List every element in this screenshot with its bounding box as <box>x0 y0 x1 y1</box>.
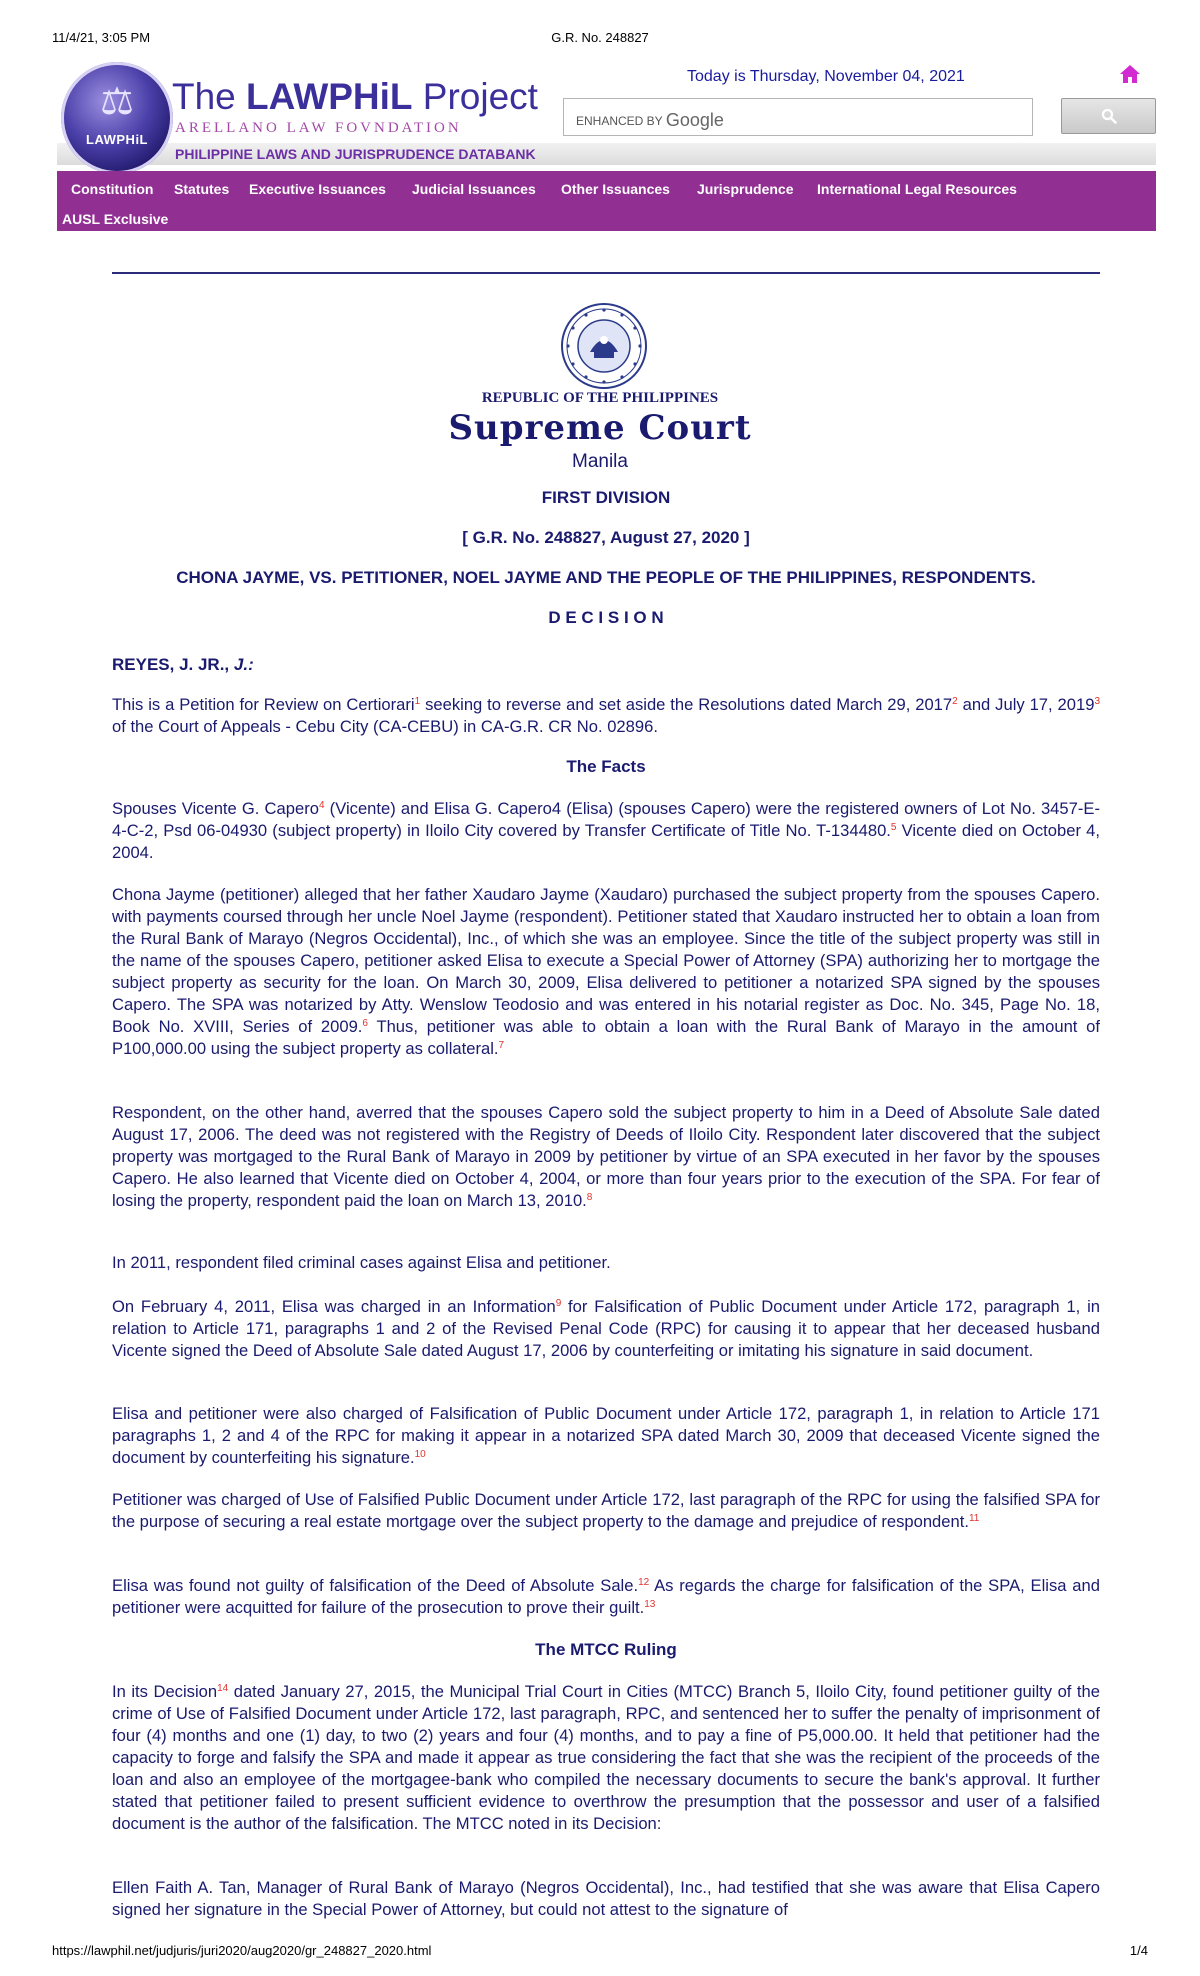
paragraph-5: In 2011, respondent filed criminal cases against Elisa and petitioner. <box>112 1253 611 1272</box>
para-text: Vicente died on October 4, 2004. <box>112 821 1101 862</box>
footnote-ref[interactable]: 10 <box>414 1449 426 1460</box>
para-text: and July 17, 2019 <box>957 695 1095 714</box>
paragraph-1 <box>112 694 1100 738</box>
search-icon <box>1101 108 1117 124</box>
para-text: In its Decision <box>112 1682 218 1701</box>
footnote-ref[interactable]: 1 <box>414 696 421 707</box>
nav-judicial-issuances[interactable]: Judicial Issuances <box>412 181 536 197</box>
header-divider <box>112 272 1100 274</box>
paragraph-2 <box>112 798 1100 864</box>
home-icon[interactable] <box>1119 64 1141 84</box>
print-doc-title: G.R. No. 248827 <box>551 30 649 45</box>
mtcc-heading: The MTCC Ruling <box>535 1640 677 1659</box>
footnote-ref[interactable]: 9 <box>555 1298 562 1309</box>
para-text: On February 4, 2011, Elisa was charged in an Information <box>112 1297 556 1316</box>
para-text: As regards the charge for falsification of the SPA, Elisa and petitioner were acquitted for failure of the prosecution to prove their guilt. <box>112 1576 1100 1617</box>
print-datetime: 11/4/21, 3:05 PM <box>52 30 151 45</box>
para-text: for Falsification of Public Document under Article 172, paragraph 1, in relation to Article 171, paragraphs 1 and 2 of the Revised Penal Code (RPC) for causing it to appear that her deceased husband Vicente signed the Deed of Absolute Sale dated August 17, 2006 by counterfeiting or imitating his signature in said document. <box>112 1297 1101 1360</box>
footnote-ref[interactable]: 12 <box>638 1577 650 1588</box>
search-google-label: Google <box>665 110 724 130</box>
case-number: [ G.R. No. 248827, August 27, 2020 ] <box>462 528 750 547</box>
search-enhanced-label: ENHANCED BY <box>576 114 666 128</box>
footnote-ref[interactable]: 11 <box>968 1513 980 1524</box>
para-text: Petitioner was charged of Use of Falsified Public Document under Article 172, last paragraph of the RPC for using the falsified SPA for the purpose of securing a real estate mortgage over the subject property to the damage and prejudice of respondent. <box>112 1490 1100 1531</box>
nav-ausl-exclusive[interactable]: AUSL Exclusive <box>62 211 169 227</box>
logo-text: LAWPHiL <box>86 132 148 147</box>
para-text: (Vicente) and Elisa G. Capero4 (Elisa) (spouses Capero) were the registered owners of Lot No. 3457-E-4-C-2, Psd 06-04930 (subject property) in Iloilo City covered by Transfer Certificate of Title No. T-134480. <box>112 799 1100 840</box>
database-banner <box>57 143 1156 165</box>
scales-icon: ⚖ <box>99 81 135 123</box>
database-label: PHILIPPINE LAWS AND JURISPRUDENCE DATABANK <box>175 146 536 162</box>
nav-statutes[interactable]: Statutes <box>174 181 230 197</box>
lawphil-logo[interactable] <box>61 62 173 174</box>
supreme-court-seal <box>560 302 648 390</box>
decision-heading: D E C I S I O N <box>548 608 664 627</box>
site-title-suffix: Project <box>412 76 538 117</box>
site-subtitle: ARELLANO LAW FOVNDATION <box>175 120 462 136</box>
paragraph-6 <box>112 1296 1100 1362</box>
para-text: Chona Jayme (petitioner) alleged that her father Xaudaro Jayme (Xaudaro) purchased the subject property from the spouses Capero. with payments coursed through her uncle Noel Jayme (respondent). Petitioner stated that Xaudaro instructed her to obtain a loan from the Rural Bank of Marayo (Negros Occidental), Inc., of which she was an employee. Since the title of the subject property was still in the name of the spouses Capero, petitioner asked Elisa to execute a Special Power of Attorney (SPA) authorizing her to mortgage the subject property as security for the loan. On March 30, 2009, Elisa delivered to petitioner a notarized SPA signed by the spouses Capero. The SPA was notarized by Atty. Wenslow Teodosio and was entered in his notarial register as Doc. No. 345, Page No. 18, Book No. XVIII, Series of 2009. <box>112 885 1100 1036</box>
para-text: dated January 27, 2015, the Municipal Trial Court in Cities (MTCC) Branch 5, Iloilo City, found petitioner guilty of the crime of Use of Falsified Document under Article 172, last paragraph, RPC, and sentenced her to suffer the penalty of imprisonment of four (4) months and one (1) day, to two (2) years and four (4) months, and to pay a fine of P5,000.00. It held that petitioner had the capacity to forge and falsify the SPA and made it appear as true considering the fact that she was the recipient of the proceeds of the loan and also an employee of the mortgagee-bank who compiled the necessary documents to secure the bank's approval. It further stated that petitioner failed to present sufficient evidence to overthrow the presumption that the possessor and user of a falsified document is the author of the falsification. The MTCC noted in its Decision: <box>112 1682 1100 1833</box>
paragraph-10 <box>112 1681 1100 1835</box>
nav-other-issuances[interactable]: Other Issuances <box>561 181 670 197</box>
footnote-ref[interactable]: 3 <box>1094 696 1101 707</box>
nav-executive-issuances[interactable]: Executive Issuances <box>249 181 386 197</box>
search-placeholder <box>576 109 724 130</box>
case-parties: CHONA JAYME, VS. PETITIONER, NOEL JAYME AND THE PEOPLE OF THE PHILIPPINES, RESPONDENTS. <box>176 568 1036 587</box>
paragraph-11: Ellen Faith A. Tan, Manager of Rural Bank of Marayo (Negros Occidental), Inc., had testified that she was aware that Elisa Capero signed her signature in the Special Power of Attorney, but could not attest to the signature of <box>112 1878 1100 1919</box>
para-text: Elisa and petitioner were also charged of Falsification of Public Document under Article 172, paragraph 1, in relation to Article 171 paragraphs 1, 2 and 4 of the RPC for making it appear in a notarized SPA dated March 30, 2009 that deceased Vicente signed the document by counterfeiting his signature. <box>112 1404 1100 1467</box>
print-header <box>52 30 1148 46</box>
footnote-ref[interactable]: 4 <box>318 800 325 811</box>
court-name: Supreme Court <box>448 408 752 448</box>
paragraph-9 <box>112 1575 1100 1619</box>
print-footer <box>52 1943 1148 1959</box>
print-page-number: 1/4 <box>1129 1943 1148 1958</box>
paragraph-3 <box>112 884 1100 1060</box>
footnote-ref[interactable]: 8 <box>586 1192 593 1203</box>
footnote-ref[interactable]: 5 <box>890 822 897 833</box>
division-heading: FIRST DIVISION <box>541 488 671 507</box>
para-text: seeking to reverse and set aside the Resolutions dated March 29, 2017 <box>420 695 953 714</box>
court-republic: REPUBLIC OF THE PHILIPPINES <box>481 390 719 406</box>
para-text: Respondent, on the other hand, averred that the spouses Capero sold the subject property to him in a Deed of Absolute Sale dated August 17, 2006. The deed was not registered with the Registry of Deeds of Iloilo City. Respondent later discovered that the subject property was mortgaged to the Rural Bank of Marayo in 2009 by petitioner by virtue of an SPA executed in her favor by the spouses Capero. He also learned that Vicente died on October 4, 2004, or more than four years prior to the execution of the SPA. For fear of losing the property, respondent paid the loan on March 13, 2010. <box>112 1103 1100 1210</box>
footnote-ref[interactable]: 6 <box>362 1018 368 1029</box>
site-title-bold: LAWPHiL <box>246 76 413 117</box>
site-title[interactable] <box>172 76 538 118</box>
main-nav <box>57 171 1156 231</box>
nav-jurisprudence[interactable]: Jurisprudence <box>697 181 794 197</box>
today-date: Today is Thursday, November 04, 2021 <box>687 68 965 85</box>
paragraph-7 <box>112 1403 1100 1469</box>
court-city: Manila <box>572 451 628 472</box>
para-text: This is a Petition for Review on Certiorari <box>112 695 415 714</box>
footnote-ref[interactable]: 13 <box>644 1599 656 1610</box>
search-input[interactable] <box>563 98 1033 136</box>
nav-international-legal-resources[interactable]: International Legal Resources <box>817 181 1017 197</box>
site-header <box>57 58 1156 233</box>
nav-constitution[interactable]: Constitution <box>71 181 154 197</box>
ponente-name: REYES, J. JR., <box>112 655 234 674</box>
paragraph-4 <box>112 1102 1100 1212</box>
search-button[interactable] <box>1061 98 1156 134</box>
ponente <box>112 655 254 675</box>
facts-heading: The Facts <box>566 757 646 776</box>
para-text: Thus, petitioner was able to obtain a loan with the Rural Bank of Marayo in the amount of P100,000.00 using the subject property as collateral. <box>112 1017 1101 1058</box>
ponente-suffix: J.: <box>233 655 254 674</box>
footnote-ref[interactable]: 14 <box>217 1683 229 1694</box>
para-text: Spouses Vicente G. Capero <box>112 799 319 818</box>
print-url[interactable]: https://lawphil.net/judjuris/juri2020/aug2020/gr_248827_2020.html <box>52 1943 432 1958</box>
paragraph-8 <box>112 1489 1100 1533</box>
site-title-prefix: The <box>172 76 247 117</box>
para-text: of the Court of Appeals - Cebu City (CA-CEBU) in CA-G.R. CR No. 02896. <box>112 717 658 736</box>
para-text: Elisa was found not guilty of falsification of the Deed of Absolute Sale. <box>112 1576 639 1595</box>
footnote-ref[interactable]: 7 <box>498 1040 505 1051</box>
footnote-ref[interactable]: 2 <box>952 696 958 707</box>
